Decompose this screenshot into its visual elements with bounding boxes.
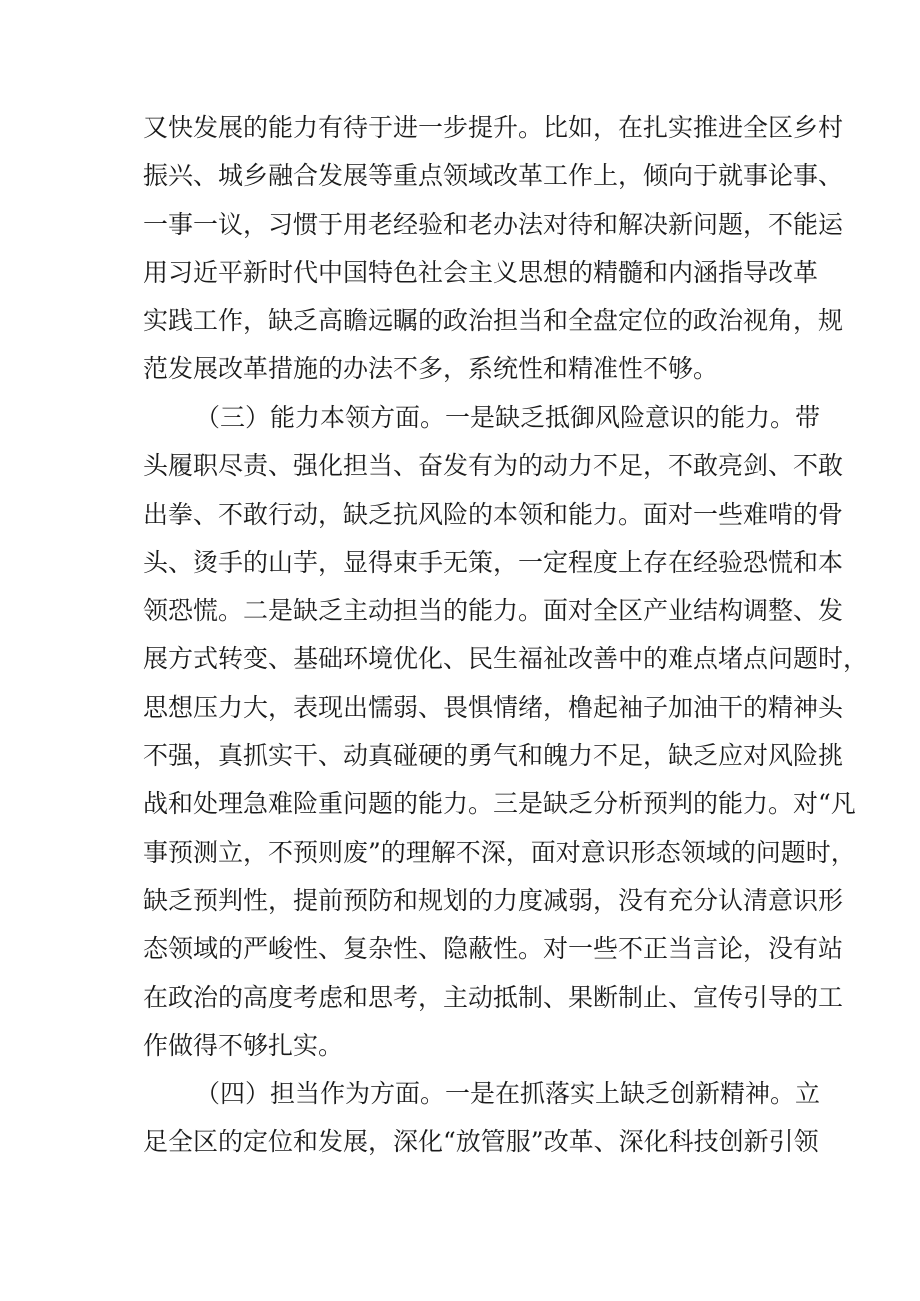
text-line: 范发展改革措施的办法不多，系统性和精准性不够。: [143, 354, 719, 384]
text-line: 足全区的定位和发展，深化“放管服”改革、深化科技创新引领: [143, 1127, 819, 1157]
text-line: 振兴、城乡融合发展等重点领域改革工作上，倾向于就事论事、: [143, 161, 844, 191]
paragraph-2: [143, 394, 869, 1070]
text-line: 又快发展的能力有待于进一步提升。比如，在扎实推进全区乡村: [143, 113, 844, 142]
text-line: 实践工作，缺乏高瞻远瞩的政治担当和全盘定位的政治视角，规: [143, 306, 844, 336]
paragraph-1: [143, 104, 844, 394]
text-line: 态领域的严峻性、复杂性、隐蔽性。对一些不正当言论，没有站: [143, 934, 844, 964]
text-line: 战和处理急难险重问题的能力。三是缺乏分析预判的能力。对“凡: [143, 789, 856, 819]
text-line: 领恐慌。二是缺乏主动担当的能力。面对全区产业结构调整、发: [143, 596, 844, 626]
text-line: 思想压力大，表现出懦弱、畏惧情绪，橹起袖子加油干的精神头: [143, 692, 844, 722]
text-line: 头履职尽责、强化担当、奋发有为的动力不足，不敢亮剑、不敢: [143, 451, 844, 481]
text-line: 缺乏预判性，提前预防和规划的力度减弱，没有充分认清意识形: [143, 885, 844, 915]
text-line: 头、烫手的山芋，显得束手无策，一定程度上存在经验恐慌和本: [143, 547, 844, 577]
text-line: 出拳、不敢行动，缺乏抗风险的本领和能力。面对一些难啃的骨: [143, 499, 844, 529]
text-line: 作做得不够扎实。: [143, 1030, 344, 1060]
text-line: 用习近平新时代中国特色社会主义思想的精髓和内涵指导改革: [143, 257, 819, 287]
paragraph-3: [143, 1070, 821, 1167]
text-line: 展方式转变、基础环境优化、民生福祉改善中的难点堵点问题时，: [143, 644, 869, 674]
text-line: 不强，真抓实干、动真碰硬的勇气和魄力不足，缺乏应对风险挑: [143, 741, 844, 771]
text-line: （四）担当作为方面。一是在抓落实上缺乏创新精神。立: [195, 1079, 821, 1108]
text-line: （三）能力本领方面。一是缺乏抵御风险意识的能力。带: [195, 403, 821, 432]
text-line: 事预测立，不预则废”的理解不深，面对意识形态领域的问题时，: [143, 837, 856, 867]
text-line: 在政治的高度考虑和思考，主动抵制、果断制止、宣传引导的工: [143, 982, 844, 1012]
text-line: 一事一议，习惯于用老经验和老办法对待和解决新问题，不能运: [143, 209, 844, 239]
